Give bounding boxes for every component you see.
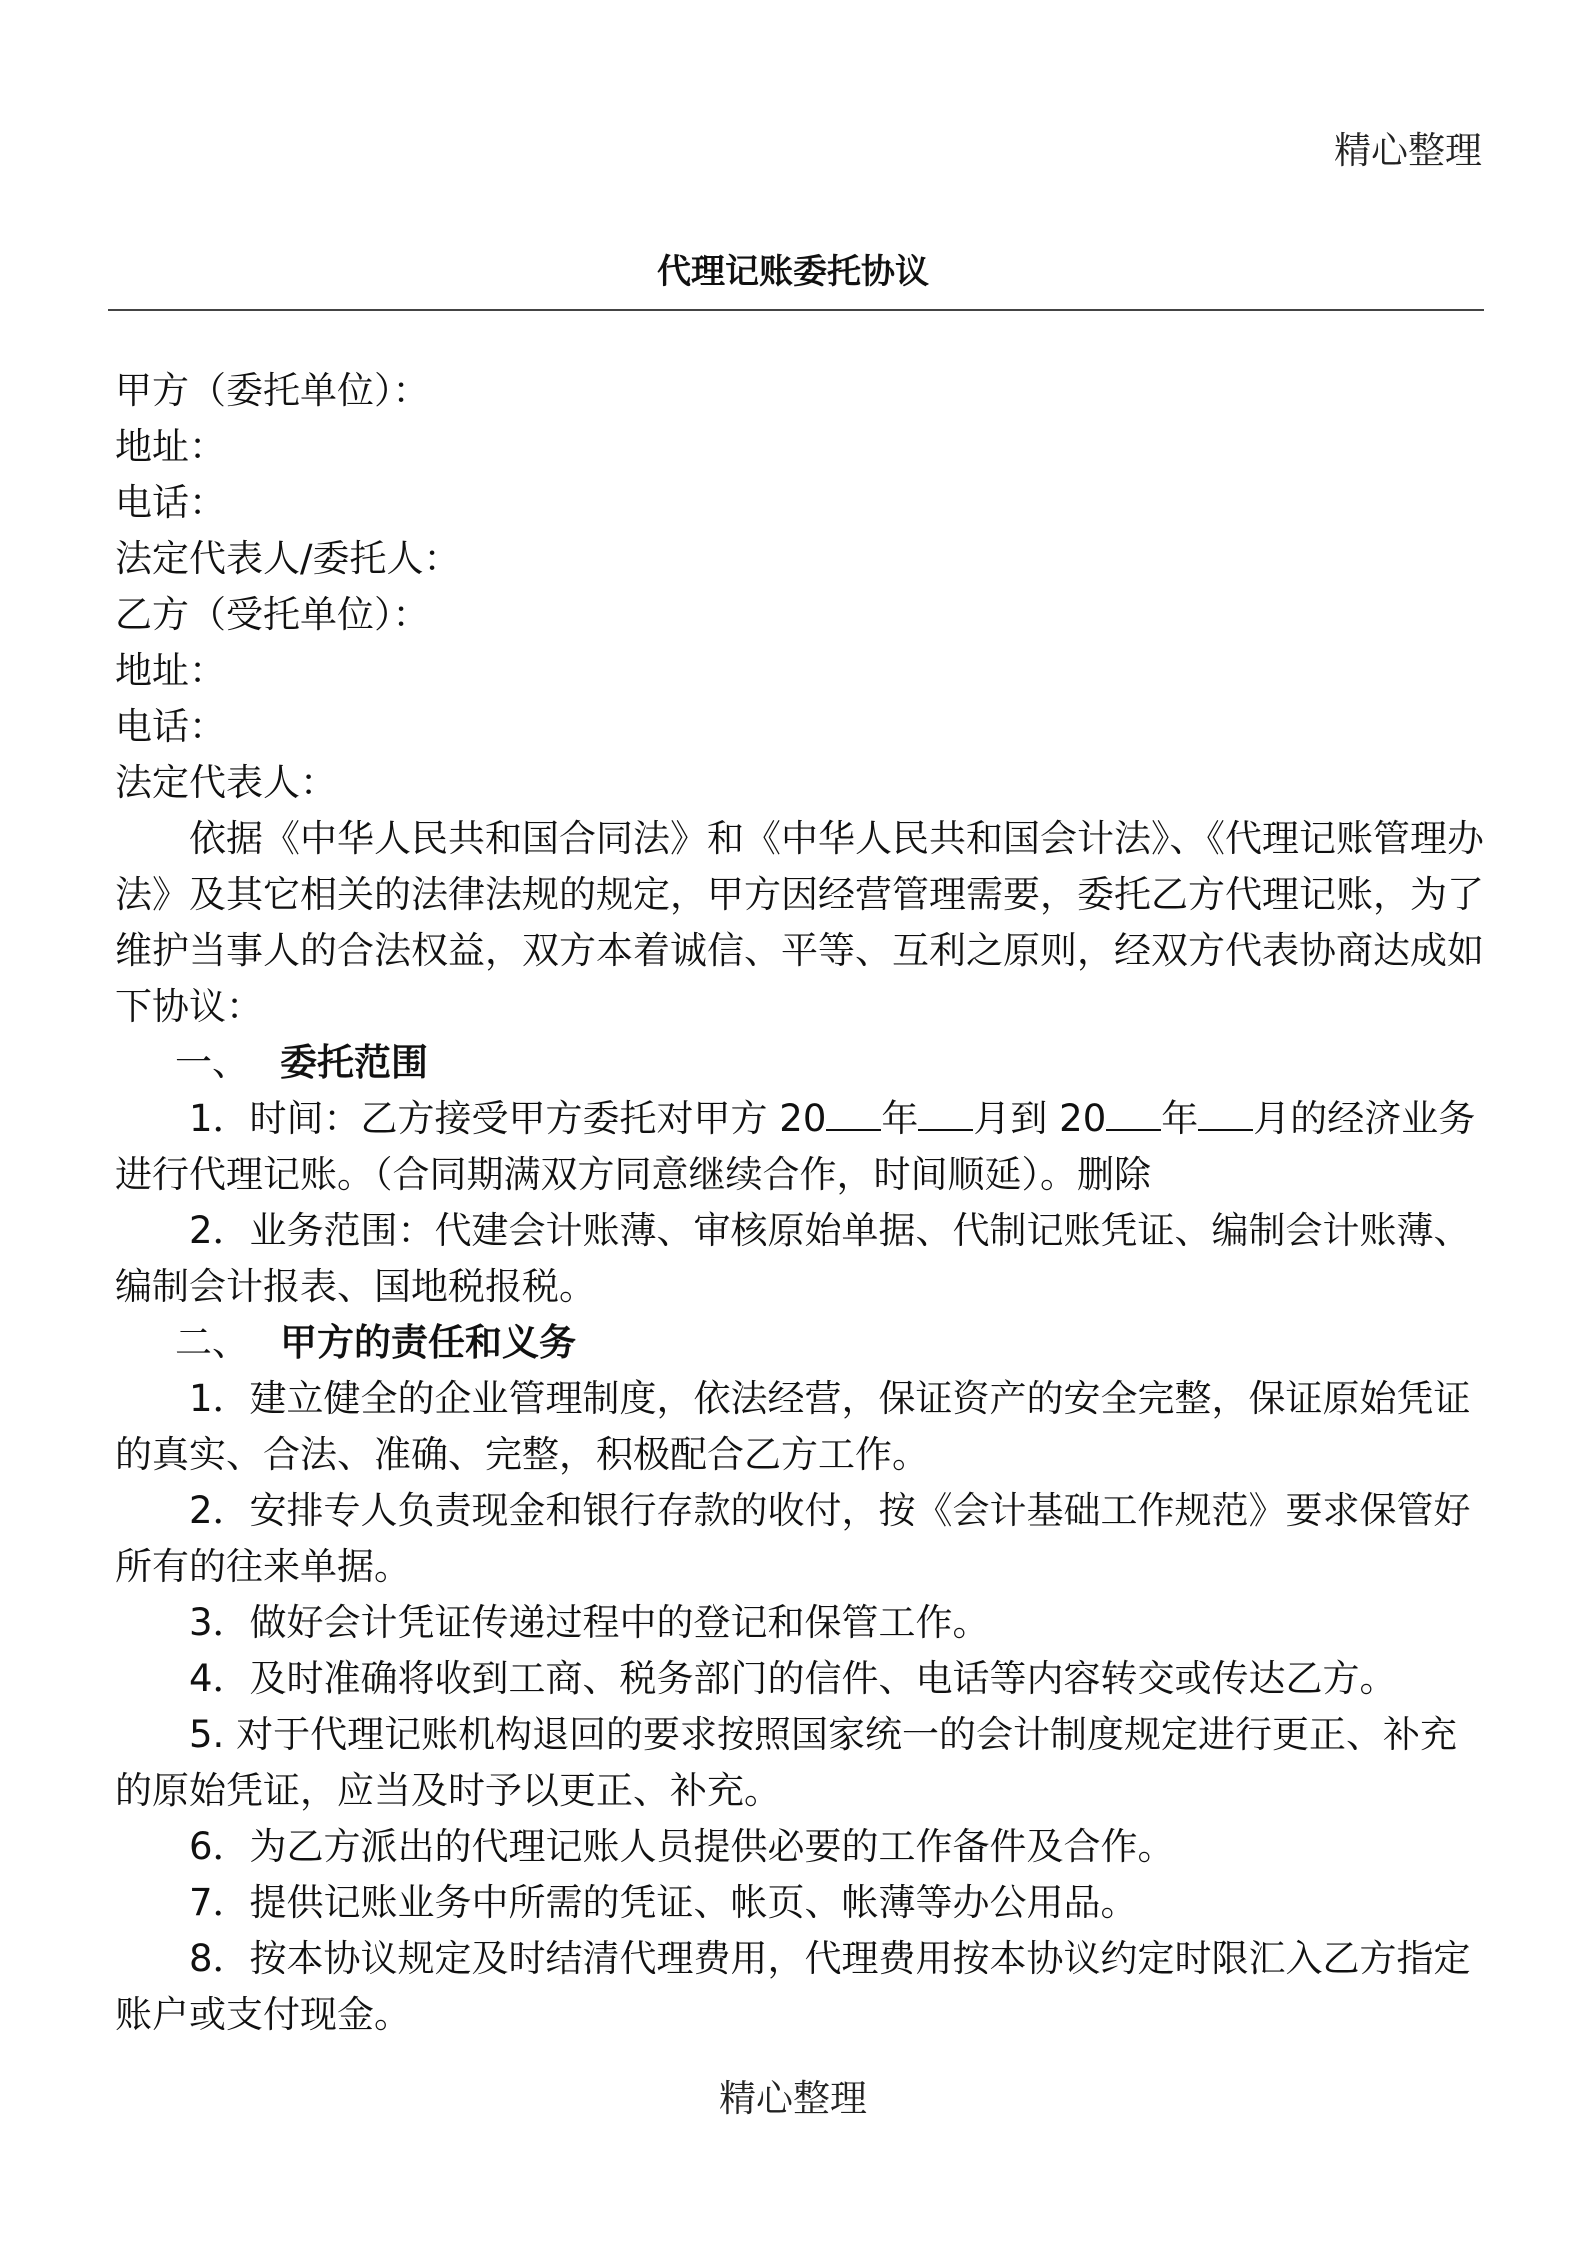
party-a-address-label: 地址：	[115, 425, 226, 468]
section-2-item-3: 3．做好会计凭证传递过程中的登记和保管工作。	[189, 1601, 990, 1644]
section-1-title: 委托范围	[280, 1041, 428, 1084]
party-a-label: 甲方（委托单位）：	[115, 369, 430, 412]
party-a-representative-label: 法定代表人/委托人：	[115, 537, 461, 580]
section-2-heading	[115, 1315, 1490, 1371]
document-title: 代理记账委托协议	[657, 252, 929, 292]
party-b-label: 乙方（受托单位）：	[115, 593, 430, 636]
month-blank-2	[1198, 1099, 1253, 1131]
page-header: 精心整理	[1334, 129, 1482, 172]
item-1-text-c: 月到 20	[973, 1097, 1107, 1140]
section-2-item-2: 2．安排专人负责现金和银行存款的收付，按《会计基础工作规范》要求保管好所有的往来单据。	[115, 1489, 1471, 1588]
section-1-item-1	[115, 1091, 1490, 1203]
section-2-title: 甲方的责任和义务	[280, 1321, 576, 1364]
section-2-number: 二、	[175, 1321, 249, 1364]
section-1-heading	[115, 1035, 1490, 1091]
section-2-item-7: 7．提供记账业务中所需的凭证、帐页、帐薄等办公用品。	[189, 1881, 1138, 1924]
party-a-phone-label: 电话：	[115, 481, 226, 524]
year-blank-1	[826, 1099, 881, 1131]
section-1-number: 一、	[175, 1041, 249, 1084]
month-blank-1	[918, 1099, 973, 1131]
party-b-address-label: 地址：	[115, 649, 226, 692]
section-2-item-6: 6．为乙方派出的代理记账人员提供必要的工作备件及合作。	[189, 1825, 1175, 1868]
section-2-item-5: 5. 对于代理记账机构退回的要求按照国家统一的会计制度规定进行更正、补充的原始凭证，应当及时予以更正、补充。	[115, 1713, 1458, 1812]
party-b-representative-label: 法定代表人：	[115, 761, 337, 804]
document-body	[115, 363, 1490, 2043]
intro-paragraph: 依据《中华人民共和国合同法》和《中华人民共和国会计法》、《代理记账管理办法》及其它相关的法律法规的规定，甲方因经营管理需要，委托乙方代理记账，为了维护当事人的合法权益，双方本着诚信、平等、互利之原则，经双方代表协商达成如下协议：	[115, 817, 1484, 1028]
section-2-item-1: 1．建立健全的企业管理制度，依法经营，保证资产的安全完整，保证原始凭证的真实、合法、准确、完整，积极配合乙方工作。	[115, 1377, 1471, 1476]
party-b-phone-label: 电话：	[115, 705, 226, 748]
title-divider	[108, 309, 1484, 311]
item-1-text-d: 年	[1161, 1097, 1199, 1140]
item-1-text-a: 1．时间：乙方接受甲方委托对甲方 20	[189, 1097, 827, 1140]
item-1-text-e: 月的经济业务进行代理记账。（合同期满双方同意继续合作，时间顺延）。删除	[115, 1097, 1476, 1196]
section-2-item-4: 4．及时准确将收到工商、税务部门的信件、电话等内容转交或传达乙方。	[189, 1657, 1397, 1700]
page-footer: 精心整理	[719, 2077, 867, 2120]
section-2-item-8: 8．按本协议规定及时结清代理费用，代理费用按本协议约定时限汇入乙方指定账户或支付现金。	[115, 1937, 1471, 2036]
section-1-item-2: 2．业务范围：代建会计账薄、审核原始单据、代制记账凭证、编制会计账薄、编制会计报表、国地税报税。	[115, 1209, 1471, 1308]
year-blank-2	[1106, 1099, 1161, 1131]
item-1-text-b: 年	[881, 1097, 919, 1140]
